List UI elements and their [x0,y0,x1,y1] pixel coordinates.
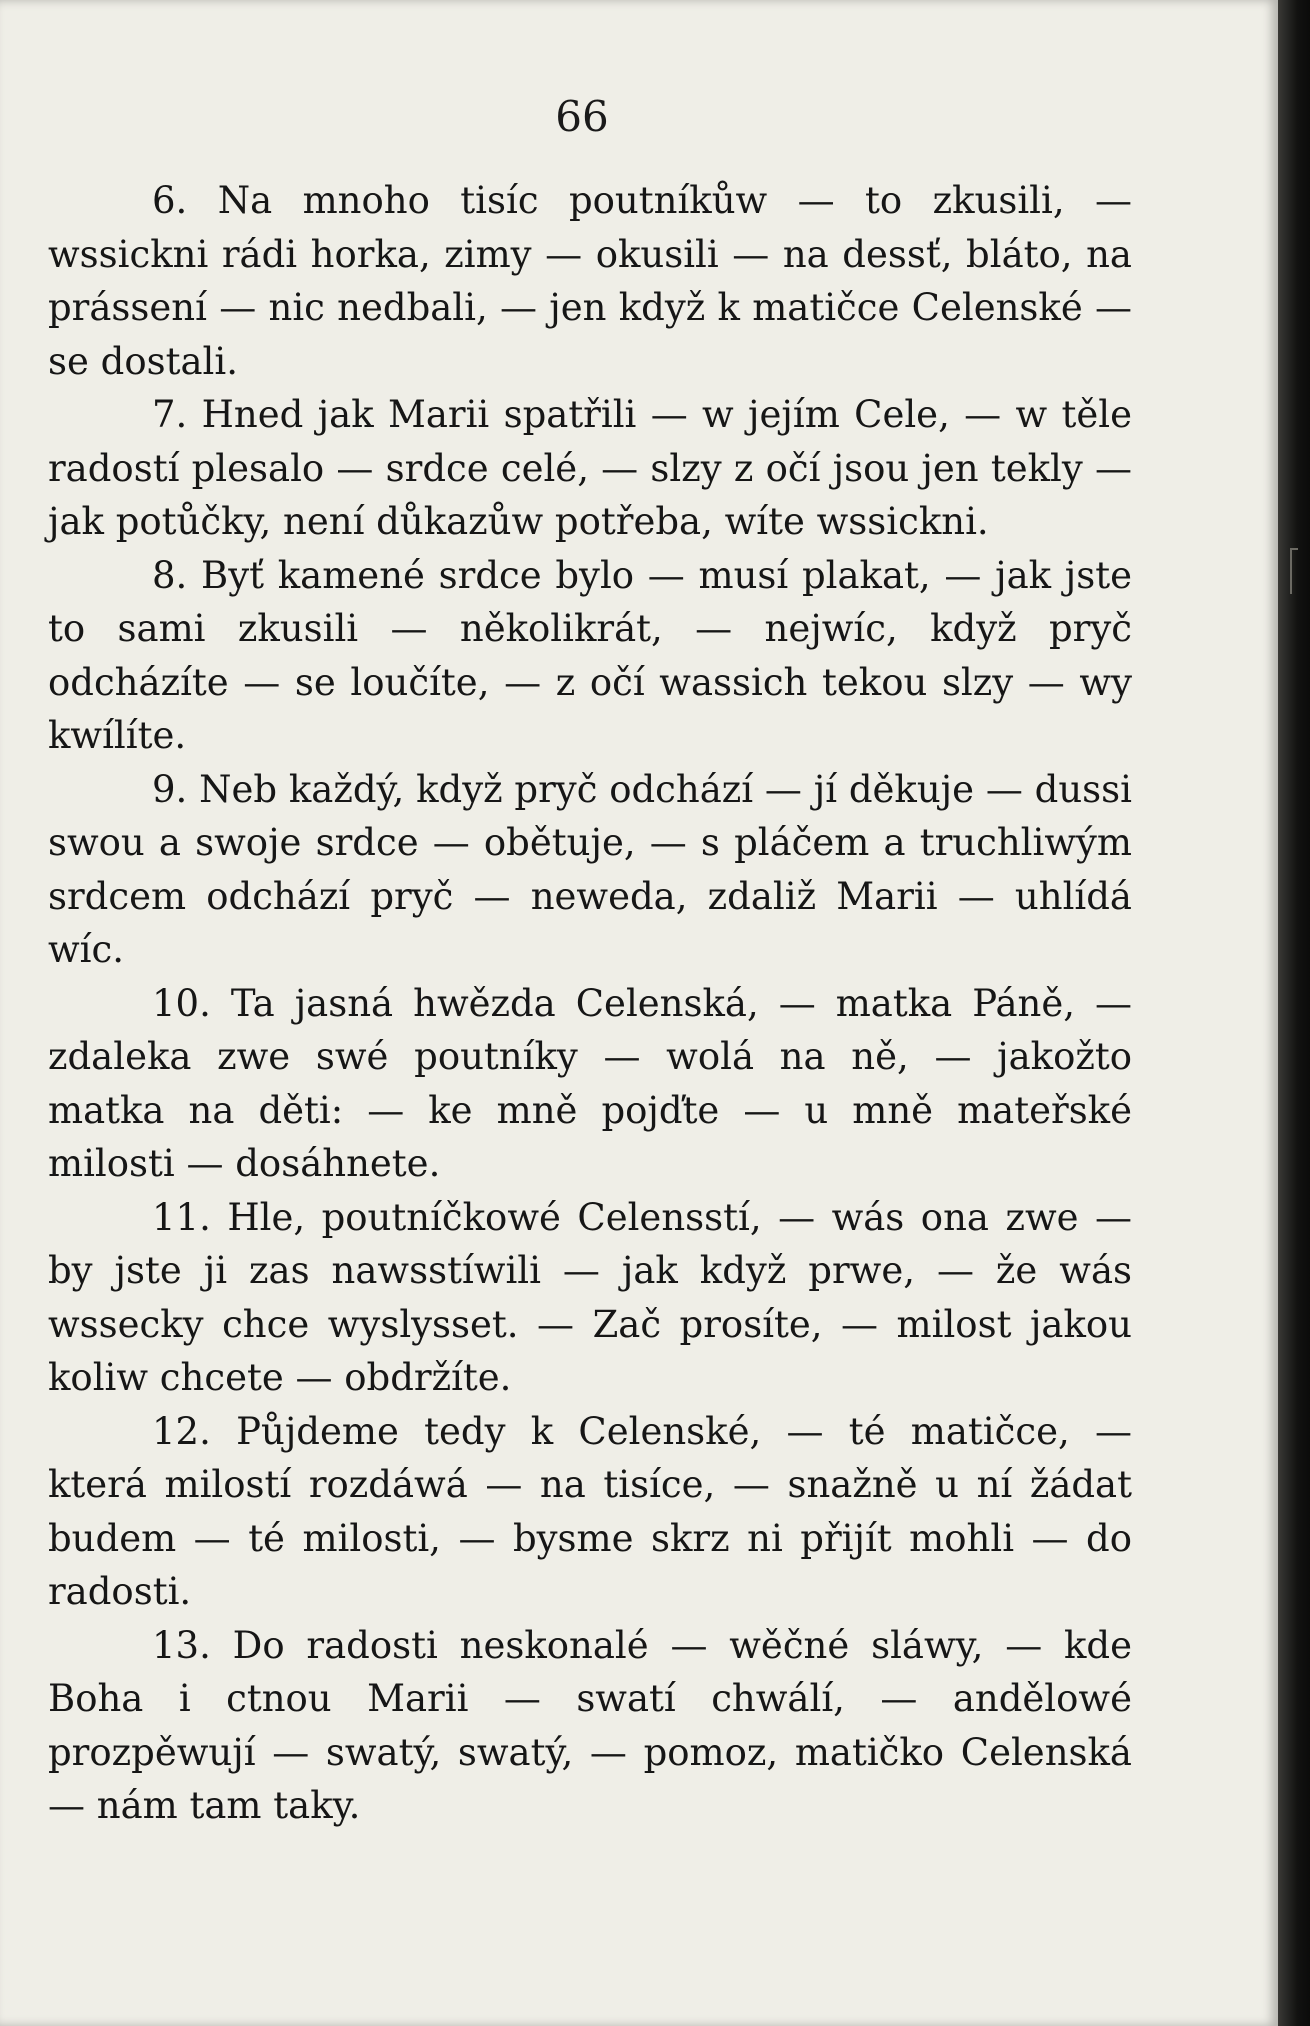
stanza-number: 12. [152,1409,211,1453]
stanza-8 [48,549,1132,763]
stanza-text: Byť kamené srdce bylo — musí plakat, — jak jste to sami zkusili — několikrát, — nejwíc, když pryč odcházíte — se loučíte, — z očí wassich tekou slzy — wy kwílíte. [48,553,1132,757]
stanza-12 [48,1405,1132,1619]
stanza-text: Do radosti neskonalé — wěčné sláwy, — kde Boha i ctnou Marii — swatí chwálí, — andělowé prozpěwují — swatý, swatý, — pomoz, matičko Celenská — nám tam taky. [48,1623,1132,1827]
stanza-text: Hle, poutníčkowé Celensstí, — wás ona zwe — by jste ji zas nawsstíwili — jak když prwe, — že wás wssecky chce wyslysset. — Zač prosíte, — milost jakou koliw chcete — obdržíte. [48,1195,1132,1399]
stanza-number: 10. [152,981,211,1025]
stanza-number: 8. [152,553,188,597]
stanza-text: Na mnoho tisíc poutníkůw — to zkusili, — wssickni rádi horka, zimy — okusili — na dessť, bláto, na prássení — nic nedbali, — jen když k matičce Celenské — se dostali. [48,179,1132,383]
stanza-9 [48,763,1132,977]
stanza-11 [48,1191,1132,1405]
stanza-6 [48,174,1132,388]
book-spine-edge [1278,0,1310,2026]
stanza-text: Hned jak Marii spatřili — w jejím Cele, — w těle radostí plesalo — srdce celé, — slzy z očí jsou jen tekly — jak potůčky, není důkazůw potřeba, wíte wssickni. [48,393,1133,543]
stanza-text: Půjdeme tedy k Celenské, — té matičce, — která milostí rozdáwá — na tisíce, — snažně u ní žádat budem — té milosti, — bysme skrz ni přijít mohli — do radosti. [48,1409,1132,1613]
stanza-13 [48,1619,1132,1833]
stanza-number: 6. [152,179,188,222]
stanza-number: 11. [152,1195,211,1239]
stanza-number: 7. [152,393,188,436]
stanza-10 [48,977,1132,1191]
stanza-number: 13. [152,1623,211,1667]
stanza-number: 9. [152,767,188,811]
stanza-text: Neb každý, když pryč odchází — jí děkuje — dussi swou a swoje srdce — obětuje, — s pláčem a truchliwým srdcem odchází pryč — neweda, zdaliž Marii — uhlídá wíc. [48,767,1132,971]
margin-mark [1290,548,1298,594]
stanza-text: Ta jasná hwězda Celenská, — matka Páně, — zdaleka zwe swé poutníky — wolá na ně, — jakožto matka na děti: — ke mně pojďte — u mně mateřské milosti — dosáhnete. [48,981,1132,1185]
hymn-text [48,174,1132,1833]
page-number: 66 [555,92,609,141]
stanza-7 [48,388,1132,549]
